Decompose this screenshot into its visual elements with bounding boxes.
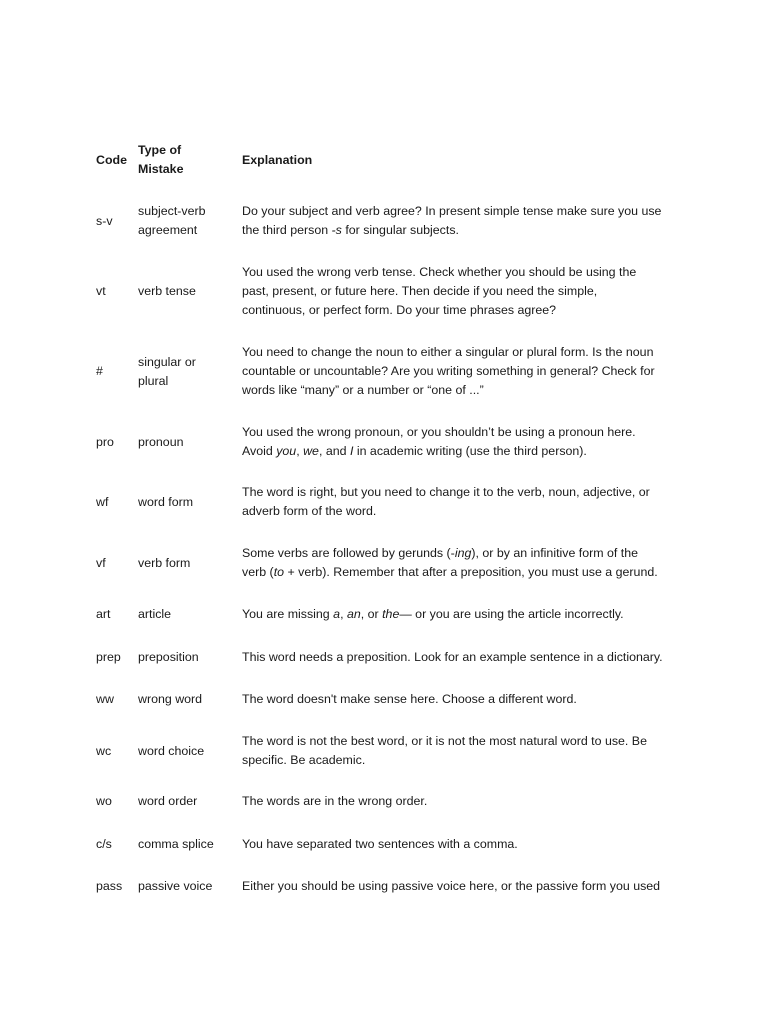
error-code: art <box>96 607 111 621</box>
explanation <box>242 648 682 667</box>
header-code: Code <box>96 152 127 167</box>
mistake-type-line: word choice <box>138 743 205 758</box>
mistake-type-line: verb form <box>138 555 191 570</box>
error-code: s-v <box>96 213 113 228</box>
mistake-type <box>138 554 234 573</box>
explanation <box>242 835 682 854</box>
explanation-text: You have separated two sentences with a comma. <box>242 837 518 851</box>
error-code: pro <box>96 434 114 449</box>
explanation-text: , or <box>360 607 383 621</box>
explanation-line <box>242 483 682 502</box>
explanation <box>242 202 682 240</box>
mistake-type <box>138 742 234 761</box>
mistake-type <box>138 690 234 709</box>
mistake-type <box>138 353 234 391</box>
mistake-type <box>138 835 234 854</box>
italic-term: ing <box>454 546 472 560</box>
mistake-type-line: word form <box>138 494 194 509</box>
mistake-type <box>138 877 234 896</box>
explanation-text: The words are in the wrong order. <box>242 794 428 808</box>
italic-term: we <box>303 444 319 458</box>
explanation <box>242 423 682 461</box>
explanation-line <box>242 282 682 301</box>
explanation-text: Avoid <box>242 444 277 458</box>
italic-term: a <box>333 607 341 621</box>
explanation-line <box>242 343 682 362</box>
explanation <box>242 605 682 624</box>
explanation <box>242 690 682 709</box>
explanation-line <box>242 381 682 400</box>
explanation-text: the third person <box>242 223 332 237</box>
header-explanation: Explanation <box>242 152 313 167</box>
explanation-line <box>242 605 682 624</box>
explanation-line <box>242 202 682 221</box>
explanation <box>242 483 682 521</box>
explanation-text: Some verbs are followed by gerunds (- <box>242 546 455 560</box>
mistake-type-line: subject-verb <box>138 204 206 218</box>
italic-term: the <box>382 607 400 621</box>
italic-term: to <box>273 565 285 579</box>
header-type-of-mistake <box>138 141 234 179</box>
explanation-line <box>242 835 682 854</box>
mistake-type <box>138 433 234 452</box>
explanation <box>242 343 682 400</box>
explanation-line <box>242 423 682 442</box>
explanation <box>242 877 682 896</box>
explanation-line <box>242 732 682 751</box>
explanation-text: — or you are using the article incorrectly. <box>399 607 624 621</box>
explanation-line <box>242 221 682 240</box>
mistake-type-line: singular or <box>138 354 196 369</box>
explanation-text: adverb form of the word. <box>242 504 377 518</box>
mistake-type <box>138 493 234 512</box>
explanation-text: past, present, or future here. Then decide if you need the simple, <box>242 284 598 298</box>
explanation <box>242 732 682 770</box>
italic-term: an <box>346 607 361 621</box>
error-code: c/s <box>96 837 112 851</box>
mistake-type-line: comma splice <box>138 837 214 851</box>
explanation-text: words like “many” or a number or “one of ...” <box>242 383 484 397</box>
explanation-line <box>242 301 682 320</box>
explanation-text: The word is right, but you need to change it to the verb, noun, adjective, or <box>242 485 650 499</box>
explanation-text: Either you should be using passive voice here, or the passive form you used <box>242 879 661 893</box>
explanation-line <box>242 751 682 770</box>
error-code: vt <box>96 284 106 298</box>
explanation-text: specific. Be academic. <box>242 753 366 767</box>
explanation-text: The word doesn't make sense here. Choose a different word. <box>242 692 577 706</box>
mistake-type-line: passive voice <box>138 879 213 893</box>
explanation <box>242 263 682 320</box>
explanation-text: , <box>340 607 347 621</box>
explanation <box>242 792 682 811</box>
error-code: ww <box>96 692 114 706</box>
explanation-text: ), or by an infinitive form of the <box>471 546 639 560</box>
explanation-text: countable or uncountable? Are you writing something in general? Check for <box>242 364 655 378</box>
explanation-line <box>242 263 682 282</box>
explanation-text: This word needs a preposition. Look for an example sentence in a dictionary. <box>242 650 663 664</box>
header-type-line: Mistake <box>138 162 184 176</box>
explanation-line <box>242 690 682 709</box>
mistake-type <box>138 792 234 811</box>
explanation-text: You are missing <box>242 607 334 621</box>
italic-term: I <box>349 444 354 458</box>
mistake-type <box>138 282 234 301</box>
explanation-line <box>242 792 682 811</box>
explanation-line <box>242 648 682 667</box>
explanation-text: , <box>296 444 304 458</box>
explanation-text: continuous, or perfect form. Do your time phrases agree? <box>242 303 557 317</box>
mistake-type-line: agreement <box>138 223 198 237</box>
explanation-text: You need to change the noun to either a singular or plural form. Is the noun <box>242 345 654 359</box>
error-code: vf <box>96 555 106 570</box>
mistake-type <box>138 202 234 240</box>
explanation-line <box>242 544 682 563</box>
mistake-type-line: preposition <box>138 650 199 664</box>
explanation <box>242 544 682 582</box>
italic-term: -s <box>331 223 342 237</box>
mistake-type-line: verb tense <box>138 284 196 298</box>
header-type-line: Type of <box>138 143 182 157</box>
explanation-text: The word is not the best word, or it is not the most natural word to use. Be <box>242 734 647 748</box>
explanation-text: Do your subject and verb agree? In present simple tense make sure you use <box>242 204 662 218</box>
explanation-line <box>242 442 682 461</box>
mistake-type-line: plural <box>138 373 169 388</box>
mistake-type-line: wrong word <box>138 692 203 706</box>
mistake-type-line: pronoun <box>138 434 184 449</box>
explanation-text: You used the wrong verb tense. Check whether you should be using the <box>242 265 637 279</box>
explanation-line <box>242 563 682 582</box>
explanation-line <box>242 362 682 381</box>
mistake-type <box>138 605 234 624</box>
explanation-text: + verb). Remember that after a preposition, you must use a gerund. <box>284 565 658 579</box>
error-code: prep <box>96 650 121 664</box>
error-code: wo <box>96 794 112 808</box>
error-code: # <box>96 364 103 378</box>
explanation-text: in academic writing (use the third person). <box>353 444 587 458</box>
error-code: wc <box>96 743 112 758</box>
error-code: wf <box>96 494 109 509</box>
explanation-line <box>242 877 682 896</box>
explanation-text: for singular subjects. <box>341 223 459 237</box>
mistake-type-line: article <box>138 607 172 621</box>
mistake-type <box>138 648 234 667</box>
explanation-text: You used the wrong pronoun, or you shouldn’t be using a pronoun here. <box>242 425 636 439</box>
explanation-text: verb ( <box>242 565 274 579</box>
italic-term: you <box>276 444 297 458</box>
mistake-type-line: word order <box>138 794 198 808</box>
explanation-text: , and <box>318 444 350 458</box>
explanation-line <box>242 502 682 521</box>
error-code: pass <box>96 879 123 893</box>
